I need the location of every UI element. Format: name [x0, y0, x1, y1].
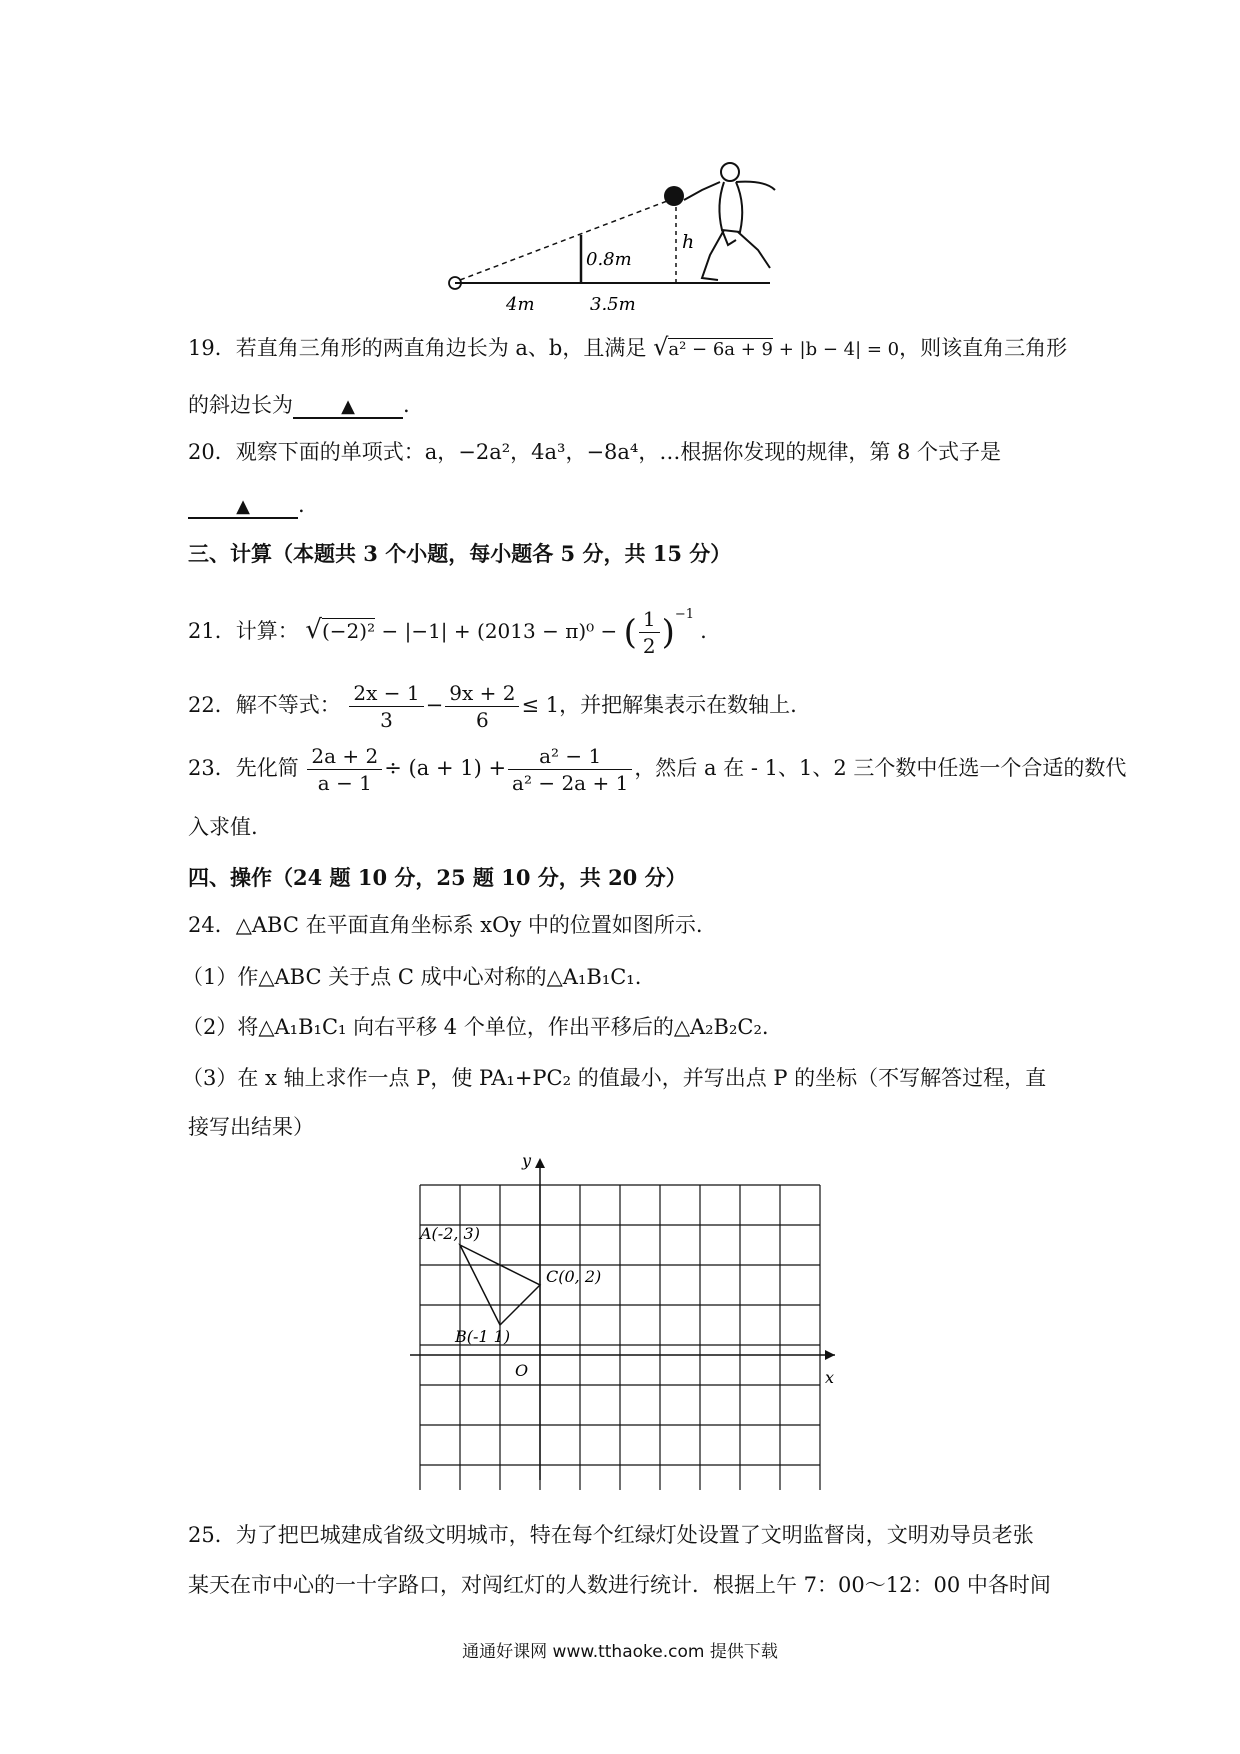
q21-power: −1	[674, 607, 695, 622]
q23-text: ，然后 a 在 - 1、1、2 三个数中任选一个合适的数代	[634, 756, 1127, 780]
q19-answer-blank: ▲	[293, 393, 403, 419]
q19-text-c: 的斜边长为	[188, 393, 293, 417]
q25-line1	[188, 1520, 1034, 1550]
q22-line: 22．解不等式： $\frac{2x - 1}{3}$ − $\frac{9x + 2}{6}$ ≤ 1，并把解集表示在数轴上.	[188, 681, 797, 732]
page-footer: 通通好课网 www.tthaoke.com 提供下载	[462, 1642, 778, 1662]
pingpong-figure	[440, 150, 820, 310]
q21-sqrt: √(−2)²	[305, 615, 376, 645]
q23-line2	[188, 812, 258, 842]
coordinate-grid	[400, 1150, 840, 1490]
q21-label: 计算：	[235, 619, 299, 643]
q25-text2: 某天在市中心的一十字路口，对闯红灯的人数进行统计．根据上午 7：00～12：00 中各时间	[188, 1573, 1051, 1597]
label-h: h	[682, 231, 695, 253]
q24-text: △ABC 在平面直角坐标系 xOy 中的位置如图所示.	[235, 913, 703, 937]
q23-text2: 入求值.	[188, 815, 258, 839]
q21-part-b: − |−1| + (2013 − π)⁰ −	[375, 619, 624, 643]
q20-answer-blank: ▲	[188, 493, 298, 519]
q19-sqrt: √a² − 6a + 9	[653, 333, 773, 361]
q23-label: 先化简	[235, 756, 299, 780]
q19-line1	[188, 332, 1067, 365]
q24-number: 24．	[188, 913, 236, 937]
q20-line1	[188, 437, 1001, 467]
q22-label: 解不等式：	[235, 693, 341, 717]
q20-line2: ▲ .	[188, 490, 305, 520]
q19-number: 19．	[188, 336, 236, 360]
label-base-right: 3.5m	[590, 294, 636, 310]
q22-number: 22．	[188, 693, 236, 717]
grid-label-C: C(0, 2)	[546, 1267, 602, 1286]
q23-mid: ÷ (a + 1) +	[384, 756, 507, 780]
q21-line: 21．计算： √(−2)² − |−1| + (2013 − π)⁰ − ( $\frac{1}{2}$ )$^{-1}$.	[188, 607, 707, 658]
q24-part1: （1）作△ABC 关于点 C 成中心对称的△A₁B₁C₁.	[182, 965, 642, 989]
q21-fraction: $\frac{1}{2}$	[639, 606, 660, 659]
q21-number: 21．	[188, 619, 236, 643]
grid-label-O: O	[515, 1361, 529, 1380]
q24-part3b: 接写出结果）	[188, 1115, 314, 1139]
q24-line	[188, 910, 703, 940]
q20-number: 20．	[188, 440, 236, 464]
y-axis-arrow-icon	[535, 1158, 545, 1168]
q24-part3: （3）在 x 轴上求作一点 P，使 PA₁+PC₂ 的值最小，并写出点 P 的坐标（不写解答过程，直	[182, 1066, 1047, 1090]
section3-title: 三、计算（本题共 3 个小题，每小题各 5 分，共 15 分）	[188, 541, 732, 566]
grid-label-y: y	[522, 1151, 532, 1170]
q21-part-a: (−2)²	[322, 619, 376, 643]
q19-sqrt-inner: a² − 6a + 9	[668, 339, 773, 360]
q24-part2: （2）将△A₁B₁C₁ 向右平移 4 个单位，作出平移后的△A₂B₂C₂.	[182, 1015, 769, 1039]
q25-number: 25．	[188, 1523, 236, 1547]
q23-line1	[188, 743, 1126, 796]
q22-fraction-1: $\frac{2x - 1}{3}$	[349, 680, 423, 733]
q23-fraction-2: $\frac{\text{a² − 1}}{\text{a² − 2a + 1}}$	[508, 743, 632, 796]
grid-label-x: x	[825, 1368, 835, 1387]
player-silhouette-icon	[684, 163, 775, 280]
label-base-left: 4m	[506, 294, 535, 310]
q19-line2: 的斜边长为 ▲ .	[188, 393, 410, 417]
q20-text: 观察下面的单项式：a，−2a²，4a³，−8a⁴，…根据你发现的规律，第 8 个式子是	[235, 440, 1002, 464]
q19-expr-rest: + |b − 4| = 0	[773, 339, 900, 360]
q25-text: 为了把巴城建成省级文明城市，特在每个红绿灯处设置了文明监督岗，文明劝导员老张	[235, 1523, 1034, 1547]
q22-fraction-2: $\frac{9x + 2}{6}$	[445, 680, 519, 733]
q22-relation: ≤ 1	[521, 693, 560, 717]
x-axis-arrow-icon	[825, 1350, 835, 1360]
label-height: 0.8m	[586, 249, 632, 270]
q19-text-a: 若直角三角形的两直角边长为 a、b，且满足	[235, 336, 647, 360]
grid-label-A: A(-2, 3)	[420, 1224, 480, 1243]
q25-line2	[188, 1570, 1051, 1600]
q19-text-b: ，则该直角三角形	[899, 336, 1068, 360]
q23-number: 23．	[188, 756, 236, 780]
q23-fraction-1: $\frac{2a + 2}{a - 1}$	[307, 743, 382, 796]
grid-label-B: B(-1 1)	[455, 1327, 511, 1346]
section4-title: 四、操作（24 题 10 分，25 题 10 分，共 20 分）	[188, 865, 687, 890]
q22-text: ，并把解集表示在数轴上.	[559, 693, 797, 717]
